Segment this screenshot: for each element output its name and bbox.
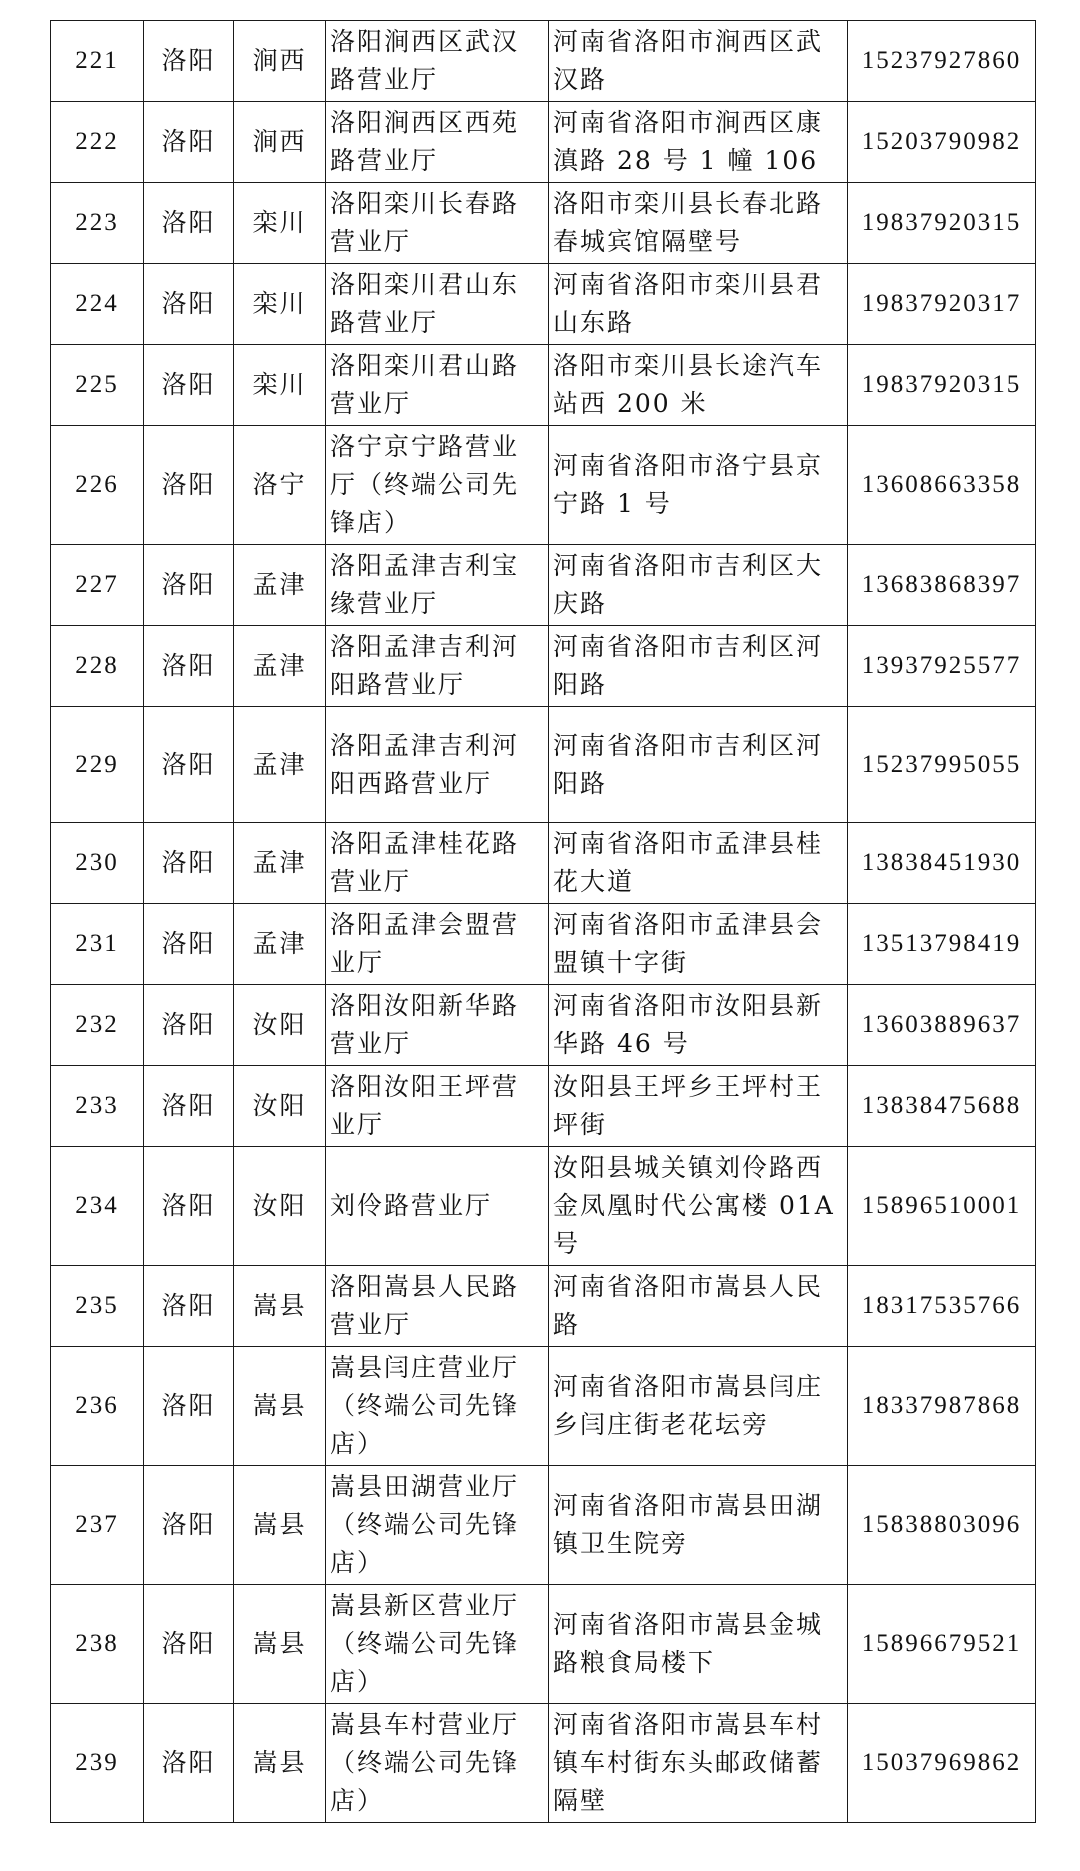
district-cell: 汝阳 <box>234 985 326 1066</box>
phone-cell: 15237995055 <box>848 707 1036 823</box>
table-row <box>51 264 1036 345</box>
store-name-cell: 嵩县新区营业厅（终端公司先锋店） <box>326 1585 549 1704</box>
district-cell: 汝阳 <box>234 1147 326 1266</box>
phone-cell: 13603889637 <box>848 985 1036 1066</box>
district-cell: 孟津 <box>234 823 326 904</box>
table-row <box>51 626 1036 707</box>
address-cell: 河南省洛阳市栾川县君山东路 <box>549 264 848 345</box>
district-cell: 涧西 <box>234 21 326 102</box>
phone-cell: 19837920317 <box>848 264 1036 345</box>
row-number: 230 <box>51 823 144 904</box>
store-name-cell: 洛阳孟津吉利河阳西路营业厅 <box>326 707 549 823</box>
table-row <box>51 1066 1036 1147</box>
city-cell: 洛阳 <box>144 1066 234 1147</box>
row-number: 238 <box>51 1585 144 1704</box>
table-row <box>51 1147 1036 1266</box>
phone-cell: 13608663358 <box>848 426 1036 545</box>
store-name-cell: 洛阳涧西区西苑路营业厅 <box>326 102 549 183</box>
store-name-cell: 洛阳嵩县人民路营业厅 <box>326 1266 549 1347</box>
table-row <box>51 345 1036 426</box>
address-cell: 河南省洛阳市孟津县会盟镇十字街 <box>549 904 848 985</box>
district-cell: 栾川 <box>234 345 326 426</box>
store-name-cell: 洛阳涧西区武汉路营业厅 <box>326 21 549 102</box>
district-cell: 洛宁 <box>234 426 326 545</box>
table-row <box>51 707 1036 823</box>
row-number: 222 <box>51 102 144 183</box>
phone-cell: 18317535766 <box>848 1266 1036 1347</box>
store-name-cell: 洛阳栾川君山东路营业厅 <box>326 264 549 345</box>
row-number: 228 <box>51 626 144 707</box>
district-cell: 栾川 <box>234 264 326 345</box>
store-name-cell: 洛阳栾川长春路营业厅 <box>326 183 549 264</box>
row-number: 236 <box>51 1347 144 1466</box>
district-cell: 嵩县 <box>234 1466 326 1585</box>
city-cell: 洛阳 <box>144 1266 234 1347</box>
district-cell: 孟津 <box>234 545 326 626</box>
city-cell: 洛阳 <box>144 426 234 545</box>
district-cell: 嵩县 <box>234 1347 326 1466</box>
table-row <box>51 183 1036 264</box>
row-number: 235 <box>51 1266 144 1347</box>
district-cell: 孟津 <box>234 626 326 707</box>
address-cell: 河南省洛阳市吉利区河阳路 <box>549 707 848 823</box>
table-row <box>51 1266 1036 1347</box>
city-cell: 洛阳 <box>144 1585 234 1704</box>
table-body <box>51 21 1036 1823</box>
row-number: 229 <box>51 707 144 823</box>
table-row <box>51 1466 1036 1585</box>
row-number: 231 <box>51 904 144 985</box>
store-name-cell: 嵩县田湖营业厅（终端公司先锋店） <box>326 1466 549 1585</box>
table-row <box>51 102 1036 183</box>
address-cell: 河南省洛阳市嵩县闫庄乡闫庄街老花坛旁 <box>549 1347 848 1466</box>
store-name-cell: 洛阳汝阳王坪营业厅 <box>326 1066 549 1147</box>
phone-cell: 15037969862 <box>848 1704 1036 1823</box>
city-cell: 洛阳 <box>144 345 234 426</box>
address-cell: 洛阳市栾川县长春北路春城宾馆隔壁号 <box>549 183 848 264</box>
table-row <box>51 1704 1036 1823</box>
district-cell: 嵩县 <box>234 1704 326 1823</box>
store-name-cell: 洛阳孟津桂花路营业厅 <box>326 823 549 904</box>
city-cell: 洛阳 <box>144 1147 234 1266</box>
phone-cell: 15237927860 <box>848 21 1036 102</box>
district-cell: 嵩县 <box>234 1266 326 1347</box>
phone-cell: 15203790982 <box>848 102 1036 183</box>
address-cell: 河南省洛阳市孟津县桂花大道 <box>549 823 848 904</box>
table-row <box>51 21 1036 102</box>
phone-cell: 13683868397 <box>848 545 1036 626</box>
district-cell: 嵩县 <box>234 1585 326 1704</box>
address-cell: 河南省洛阳市吉利区河阳路 <box>549 626 848 707</box>
table-row <box>51 1347 1036 1466</box>
phone-cell: 13838475688 <box>848 1066 1036 1147</box>
table-row <box>51 904 1036 985</box>
district-cell: 孟津 <box>234 904 326 985</box>
address-cell: 河南省洛阳市涧西区武汉路 <box>549 21 848 102</box>
store-name-cell: 嵩县车村营业厅（终端公司先锋店） <box>326 1704 549 1823</box>
city-cell: 洛阳 <box>144 1704 234 1823</box>
district-cell: 汝阳 <box>234 1066 326 1147</box>
phone-cell: 13838451930 <box>848 823 1036 904</box>
city-cell: 洛阳 <box>144 1347 234 1466</box>
table-row <box>51 545 1036 626</box>
row-number: 234 <box>51 1147 144 1266</box>
phone-cell: 19837920315 <box>848 183 1036 264</box>
phone-cell: 13513798419 <box>848 904 1036 985</box>
city-cell: 洛阳 <box>144 823 234 904</box>
row-number: 223 <box>51 183 144 264</box>
address-cell: 河南省洛阳市嵩县人民路 <box>549 1266 848 1347</box>
district-cell: 孟津 <box>234 707 326 823</box>
phone-cell: 15896510001 <box>848 1147 1036 1266</box>
row-number: 221 <box>51 21 144 102</box>
phone-cell: 13937925577 <box>848 626 1036 707</box>
row-number: 224 <box>51 264 144 345</box>
phone-cell: 19837920315 <box>848 345 1036 426</box>
city-cell: 洛阳 <box>144 1466 234 1585</box>
city-cell: 洛阳 <box>144 183 234 264</box>
address-cell: 河南省洛阳市汝阳县新华路 46 号 <box>549 985 848 1066</box>
district-cell: 涧西 <box>234 102 326 183</box>
city-cell: 洛阳 <box>144 21 234 102</box>
table-row <box>51 823 1036 904</box>
phone-cell: 18337987868 <box>848 1347 1036 1466</box>
table-row <box>51 1585 1036 1704</box>
phone-cell: 15896679521 <box>848 1585 1036 1704</box>
city-cell: 洛阳 <box>144 626 234 707</box>
address-cell: 河南省洛阳市吉利区大庆路 <box>549 545 848 626</box>
phone-cell: 15838803096 <box>848 1466 1036 1585</box>
store-name-cell: 洛阳栾川君山路营业厅 <box>326 345 549 426</box>
store-name-cell: 洛宁京宁路营业厅（终端公司先锋店） <box>326 426 549 545</box>
store-name-cell: 洛阳汝阳新华路营业厅 <box>326 985 549 1066</box>
city-cell: 洛阳 <box>144 264 234 345</box>
city-cell: 洛阳 <box>144 707 234 823</box>
address-cell: 河南省洛阳市嵩县金城路粮食局楼下 <box>549 1585 848 1704</box>
address-cell: 河南省洛阳市嵩县车村镇车村街东头邮政储蓄隔壁 <box>549 1704 848 1823</box>
address-cell: 汝阳县城关镇刘伶路西金凤凰时代公寓楼 01A 号 <box>549 1147 848 1266</box>
city-cell: 洛阳 <box>144 985 234 1066</box>
store-list-table <box>50 20 1036 1823</box>
city-cell: 洛阳 <box>144 545 234 626</box>
city-cell: 洛阳 <box>144 904 234 985</box>
district-cell: 栾川 <box>234 183 326 264</box>
row-number: 232 <box>51 985 144 1066</box>
city-cell: 洛阳 <box>144 102 234 183</box>
store-name-cell: 刘伶路营业厅 <box>326 1147 549 1266</box>
row-number: 225 <box>51 345 144 426</box>
store-name-cell: 洛阳孟津吉利宝缘营业厅 <box>326 545 549 626</box>
store-name-cell: 嵩县闫庄营业厅（终端公司先锋店） <box>326 1347 549 1466</box>
row-number: 233 <box>51 1066 144 1147</box>
store-name-cell: 洛阳孟津吉利河阳路营业厅 <box>326 626 549 707</box>
row-number: 239 <box>51 1704 144 1823</box>
address-cell: 河南省洛阳市嵩县田湖镇卫生院旁 <box>549 1466 848 1585</box>
address-cell: 汝阳县王坪乡王坪村王坪街 <box>549 1066 848 1147</box>
row-number: 237 <box>51 1466 144 1585</box>
address-cell: 洛阳市栾川县长途汽车站西 200 米 <box>549 345 848 426</box>
table-row <box>51 985 1036 1066</box>
row-number: 226 <box>51 426 144 545</box>
table-row <box>51 426 1036 545</box>
address-cell: 河南省洛阳市涧西区康滇路 28 号 1 幢 106 <box>549 102 848 183</box>
address-cell: 河南省洛阳市洛宁县京宁路 1 号 <box>549 426 848 545</box>
row-number: 227 <box>51 545 144 626</box>
store-name-cell: 洛阳孟津会盟营业厅 <box>326 904 549 985</box>
